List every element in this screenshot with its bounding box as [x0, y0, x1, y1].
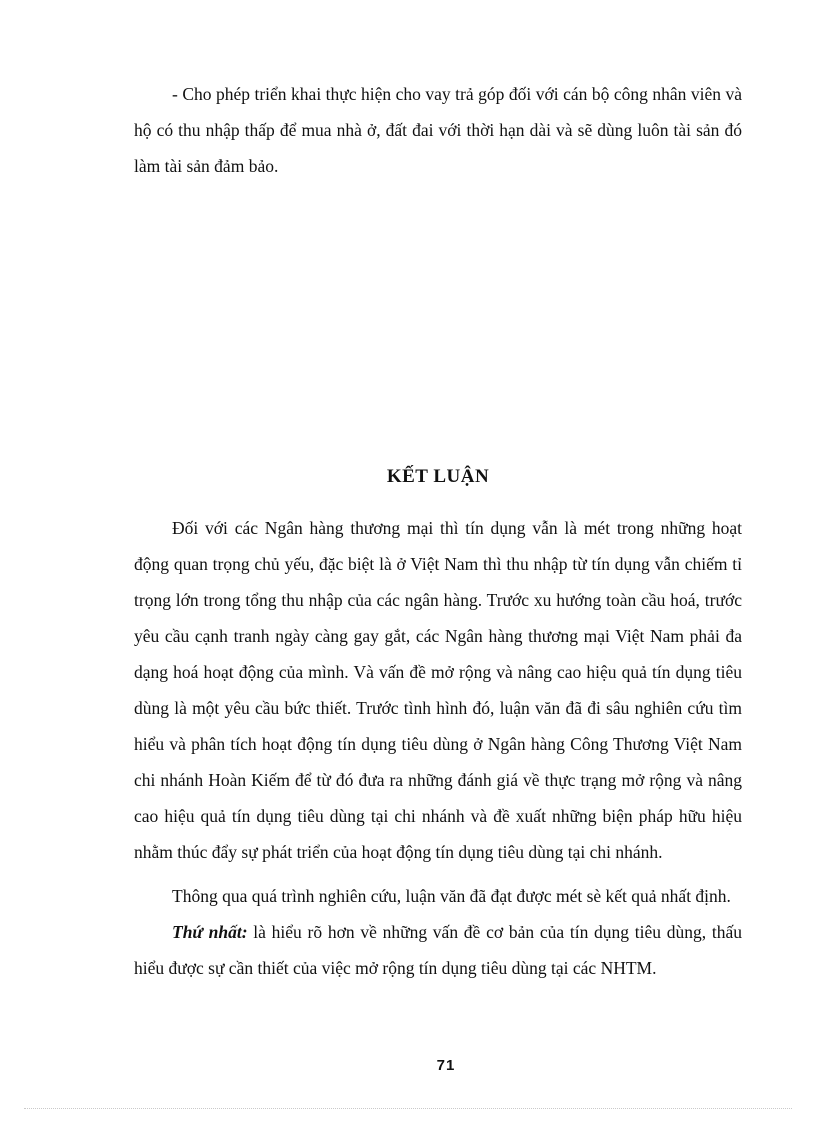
page-border-line — [24, 1108, 792, 1109]
paragraph-body-text: là hiểu rõ hơn về những vấn đề cơ bản của tín dụng tiêu dùng, thấu hiểu được sự cần thiết của việc mở rộng tín dụng tiêu dùng tại các NHTM. — [134, 922, 743, 978]
intro-section — [134, 76, 742, 184]
intro-paragraph: - Cho phép triển khai thực hiện cho vay trả góp đối với cán bộ công nhân viên và hộ có thu nhập thấp để mua nhà ở, đất đai với thời hạn dài và sẽ dùng luôn tài sản đó làm tài sản đảm bảo. — [134, 84, 742, 176]
section-heading: KẾT LUẬN — [386, 466, 490, 487]
conclusion-paragraph-1: Đối với các Ngân hàng thương mại thì tín dụng vẫn là mét trong những hoạt động quan trọng chủ yếu, đặc biệt là ở Việt Nam thì thu nhập từ tín dụng vẫn chiếm tỉ trọng lớn trong tổng thu nhập của các ngân hàng. Trước xu hướng toàn cầu hoá, trước yêu cầu cạnh tranh ngày càng gay gắt, các Ngân hàng thương mại Việt Nam phải đa dạng hoá hoạt động của mình. Và vấn đề mở rộng và nâng cao hiệu quả tín dụng tiêu dùng là một yêu cầu bức thiết. Trước tình hình đó, luận văn đã đi sâu nghiên cứu tìm hiểu và phân tích hoạt động tín dụng tiêu dùng ở Ngân hàng Công Thương Việt Nam chi nhánh Hoàn Kiếm để từ đó đưa ra những đánh giá về thực trạng mở rộng và nâng cao hiệu quả tín dụng tiêu dùng tại chi nhánh và đề xuất những biện pháp hữu hiệu nhằm thúc đẩy sự phát triển của hoạt động tín dụng tiêu dùng tại chi nhánh. — [134, 518, 742, 862]
conclusion-paragraph-2: Thông qua quá trình nghiên cứu, luận văn đã đạt được mét sè kết quả nhất định. — [172, 886, 731, 906]
paragraph-lead-label: Thứ nhất: — [172, 922, 248, 942]
conclusion-section — [134, 510, 742, 986]
conclusion-paragraph-3 — [134, 914, 742, 986]
page-number: 71 — [436, 1057, 456, 1074]
